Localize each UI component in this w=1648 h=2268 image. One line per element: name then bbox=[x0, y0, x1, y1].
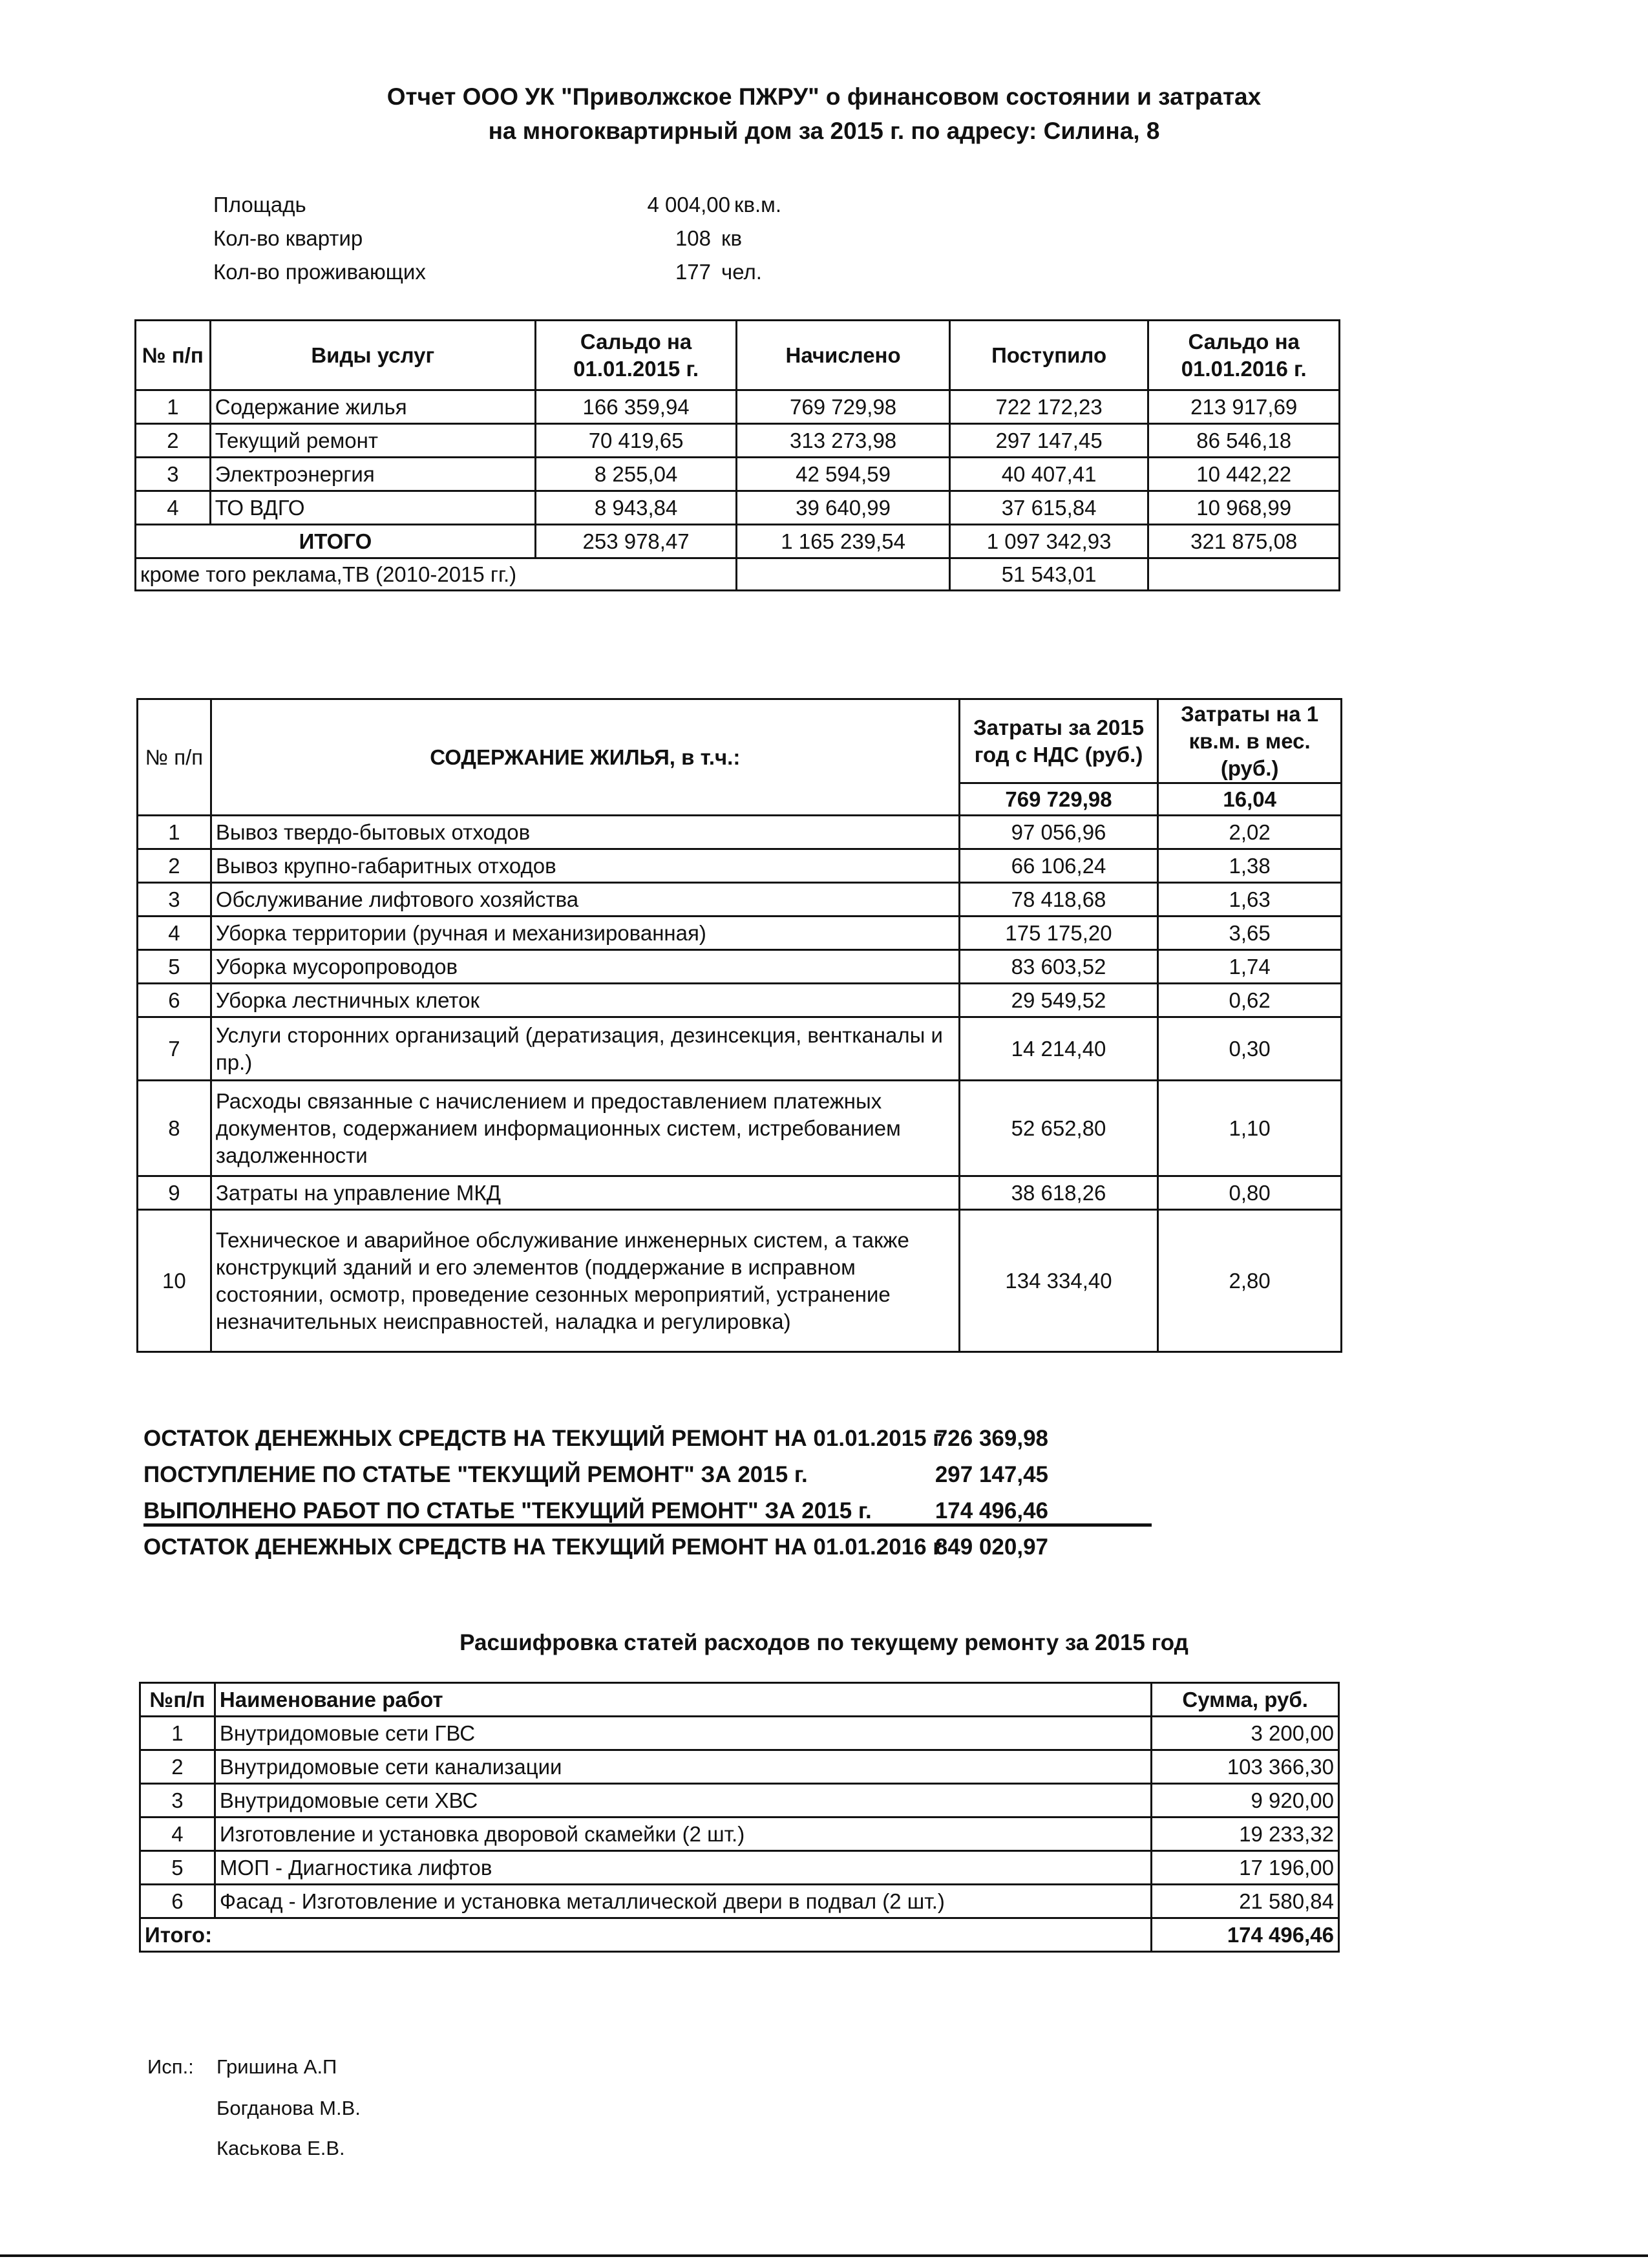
table-header-row bbox=[136, 321, 1340, 390]
service-name: Текущий ремонт bbox=[210, 424, 535, 458]
report-title-line-2: на многоквартирный дом за 2015 г. по адресу: Силина, 8 bbox=[488, 118, 1160, 144]
scan-edge-line bbox=[0, 2254, 1648, 2257]
col-maintenance-header: СОДЕРЖАНИЕ ЖИЛЬЯ, в т.ч.: bbox=[211, 699, 959, 816]
summary-value: 174 496,46 bbox=[935, 1498, 1048, 1523]
summary-value: 849 020,97 bbox=[935, 1534, 1048, 1560]
annual-cost: 175 175,20 bbox=[959, 917, 1158, 950]
col-saldo-end-header: Сальдо на 01.01.2016 г. bbox=[1148, 321, 1340, 390]
row-num: 6 bbox=[138, 984, 211, 1017]
table-row bbox=[140, 1750, 1339, 1784]
row-num: 1 bbox=[136, 390, 211, 424]
charged: 313 273,98 bbox=[737, 424, 949, 458]
monthly-rate: 1,63 bbox=[1158, 883, 1342, 917]
work-sum: 21 580,84 bbox=[1152, 1885, 1339, 1918]
row-num: 9 bbox=[138, 1176, 211, 1210]
item-name: Вывоз крупно-габаритных отходов bbox=[211, 849, 959, 883]
table-row bbox=[138, 984, 1342, 1017]
table-header-row bbox=[140, 1683, 1339, 1717]
advertising-received: 51 543,01 bbox=[949, 558, 1148, 591]
summary-row bbox=[143, 1462, 1158, 1498]
executors-label: Исп.: bbox=[147, 2055, 194, 2078]
monthly-rate: 3,65 bbox=[1158, 917, 1342, 950]
repair-breakdown-table bbox=[139, 1682, 1340, 1953]
table-row bbox=[138, 950, 1342, 984]
col-num-header: №п/п bbox=[140, 1683, 215, 1717]
table-row bbox=[136, 491, 1340, 525]
row-num: 4 bbox=[138, 917, 211, 950]
empty-cell bbox=[737, 558, 949, 591]
total-saldo-end: 321 875,08 bbox=[1148, 525, 1340, 558]
saldo-start: 166 359,94 bbox=[535, 390, 737, 424]
monthly-rate: 0,30 bbox=[1158, 1017, 1342, 1081]
summary-label: ОСТАТОК ДЕНЕЖНЫХ СРЕДСТВ НА ТЕКУЩИЙ РЕМОНТ НА 01.01.2016 г bbox=[143, 1534, 942, 1560]
table-row bbox=[140, 1717, 1339, 1750]
report-title-line-1: Отчет ООО УК "Приволжское ПЖРУ" о финансовом состоянии и затратах bbox=[386, 83, 1262, 110]
col-sum-header: Сумма, руб. bbox=[1152, 1683, 1339, 1717]
table-header-row bbox=[138, 699, 1342, 783]
row-num: 3 bbox=[136, 458, 211, 491]
row-num: 4 bbox=[140, 1818, 215, 1851]
service-name: ТО ВДГО bbox=[210, 491, 535, 525]
received: 722 172,23 bbox=[949, 390, 1148, 424]
row-num: 4 bbox=[136, 491, 211, 525]
work-name: Внутридомовые сети ХВС bbox=[215, 1784, 1151, 1818]
annual-cost: 66 106,24 bbox=[959, 849, 1158, 883]
monthly-rate: 0,62 bbox=[1158, 984, 1342, 1017]
row-num: 1 bbox=[140, 1717, 215, 1750]
received: 297 147,45 bbox=[949, 424, 1148, 458]
item-name: Услуги сторонних организаций (дератизация, дезинсекция, вентканалы и пр.) bbox=[211, 1017, 959, 1081]
item-name: Уборка мусоропроводов bbox=[211, 950, 959, 984]
table-row bbox=[138, 1017, 1342, 1081]
total-label: Итого: bbox=[140, 1918, 1152, 1952]
item-name: Техническое и аварийное обслуживание инженерных систем, а также конструкций зданий и его элементов (поддержание в исправном состоянии, осмотр, проведение сезонных мероприятий, устранение незначительных неисправностей, наладка и регулировка) bbox=[211, 1210, 959, 1352]
work-name: МОП - Диагностика лифтов bbox=[215, 1851, 1151, 1885]
work-name: Фасад - Изготовление и установка металлической двери в подвал (2 шт.) bbox=[215, 1885, 1151, 1918]
table-row bbox=[138, 1081, 1342, 1176]
summary-row bbox=[143, 1426, 1158, 1462]
summary-value: 726 369,98 bbox=[935, 1426, 1048, 1451]
flats-label: Кол-во квартир bbox=[213, 226, 363, 250]
row-num: 6 bbox=[140, 1885, 215, 1918]
work-sum: 3 200,00 bbox=[1152, 1717, 1339, 1750]
table-row bbox=[140, 1851, 1339, 1885]
item-name: Вывоз твердо-бытовых отходов bbox=[211, 816, 959, 849]
total-sum: 174 496,46 bbox=[1152, 1918, 1339, 1952]
row-num: 2 bbox=[140, 1750, 215, 1784]
total-row bbox=[136, 525, 1340, 558]
annual-cost: 97 056,96 bbox=[959, 816, 1158, 849]
item-name: Обслуживание лифтового хозяйства bbox=[211, 883, 959, 917]
table-row bbox=[136, 390, 1340, 424]
executor-name: Гришина А.П bbox=[217, 2055, 337, 2078]
col-annual-cost-header: Затраты за 2015 год с НДС (руб.) bbox=[959, 699, 1158, 783]
received: 40 407,41 bbox=[949, 458, 1148, 491]
col-received-header: Поступило bbox=[949, 321, 1148, 390]
total-label: ИТОГО bbox=[136, 525, 536, 558]
annual-cost: 134 334,40 bbox=[959, 1210, 1158, 1352]
table-row bbox=[138, 1210, 1342, 1352]
saldo-end: 10 442,22 bbox=[1148, 458, 1340, 491]
repair-breakdown-title: Расшифровка статей расходов по текущему ремонту за 2015 год bbox=[460, 1630, 1188, 1655]
row-num: 7 bbox=[138, 1017, 211, 1081]
table-row bbox=[138, 883, 1342, 917]
row-num: 3 bbox=[138, 883, 211, 917]
row-num: 5 bbox=[140, 1851, 215, 1885]
row-num: 2 bbox=[136, 424, 211, 458]
monthly-rate: 2,80 bbox=[1158, 1210, 1342, 1352]
table-row bbox=[140, 1885, 1339, 1918]
monthly-rate: 2,02 bbox=[1158, 816, 1342, 849]
table-row bbox=[140, 1784, 1339, 1818]
table-row bbox=[136, 458, 1340, 491]
service-name: Электроэнергия bbox=[210, 458, 535, 491]
area-value: 4 004,00 bbox=[647, 193, 730, 217]
item-name: Уборка территории (ручная и механизированная) bbox=[211, 917, 959, 950]
monthly-rate-total: 16,04 bbox=[1158, 783, 1342, 816]
row-num: 10 bbox=[138, 1210, 211, 1352]
monthly-rate: 1,38 bbox=[1158, 849, 1342, 883]
residents-value: 177 bbox=[675, 260, 711, 284]
saldo-end: 86 546,18 bbox=[1148, 424, 1340, 458]
col-num-header: № п/п bbox=[138, 699, 211, 816]
work-sum: 17 196,00 bbox=[1152, 1851, 1339, 1885]
col-charged-header: Начислено bbox=[737, 321, 949, 390]
summary-label: ПОСТУПЛЕНИЕ ПО СТАТЬЕ "ТЕКУЩИЙ РЕМОНТ" ЗА 2015 г. bbox=[143, 1462, 808, 1487]
annual-cost: 83 603,52 bbox=[959, 950, 1158, 984]
work-sum: 103 366,30 bbox=[1152, 1750, 1339, 1784]
table-row bbox=[138, 816, 1342, 849]
received: 37 615,84 bbox=[949, 491, 1148, 525]
summary-row bbox=[143, 1534, 1158, 1571]
row-num: 3 bbox=[140, 1784, 215, 1818]
summary-divider bbox=[143, 1523, 1152, 1527]
annual-cost: 52 652,80 bbox=[959, 1081, 1158, 1176]
total-received: 1 097 342,93 bbox=[949, 525, 1148, 558]
saldo-end: 213 917,69 bbox=[1148, 390, 1340, 424]
housing-maintenance-table bbox=[136, 698, 1342, 1353]
table-row bbox=[138, 849, 1342, 883]
repair-fund-summary bbox=[143, 1426, 1158, 1571]
total-row bbox=[140, 1918, 1339, 1952]
col-num-header: № п/п bbox=[136, 321, 211, 390]
summary-label: ВЫПОЛНЕНО РАБОТ ПО СТАТЬЕ "ТЕКУЩИЙ РЕМОНТ" ЗА 2015 г. bbox=[143, 1498, 872, 1523]
item-name: Уборка лестничных клеток bbox=[211, 984, 959, 1017]
total-charged: 1 165 239,54 bbox=[737, 525, 949, 558]
empty-cell bbox=[1148, 558, 1340, 591]
total-saldo-start: 253 978,47 bbox=[535, 525, 737, 558]
row-num: 5 bbox=[138, 950, 211, 984]
executor-name: Каськова Е.В. bbox=[217, 2137, 345, 2159]
saldo-start: 70 419,65 bbox=[535, 424, 737, 458]
flats-value: 108 bbox=[675, 226, 711, 250]
services-balance-table bbox=[134, 319, 1340, 591]
area-label: Площадь bbox=[213, 193, 306, 217]
table-row bbox=[138, 1176, 1342, 1210]
work-sum: 19 233,32 bbox=[1152, 1818, 1339, 1851]
charged: 39 640,99 bbox=[737, 491, 949, 525]
monthly-rate: 1,10 bbox=[1158, 1081, 1342, 1176]
work-name: Внутридомовые сети ГВС bbox=[215, 1717, 1151, 1750]
col-saldo-start-header: Сальдо на 01.01.2015 г. bbox=[535, 321, 737, 390]
monthly-rate: 0,80 bbox=[1158, 1176, 1342, 1210]
item-name: Затраты на управление МКД bbox=[211, 1176, 959, 1210]
work-name: Изготовление и установка дворовой скамейки (2 шт.) bbox=[215, 1818, 1151, 1851]
charged: 42 594,59 bbox=[737, 458, 949, 491]
extra-row bbox=[136, 558, 1340, 591]
residents-label: Кол-во проживающих bbox=[213, 260, 426, 284]
table-row bbox=[140, 1818, 1339, 1851]
work-sum: 9 920,00 bbox=[1152, 1784, 1339, 1818]
annual-cost: 14 214,40 bbox=[959, 1017, 1158, 1081]
summary-row bbox=[143, 1498, 1158, 1534]
monthly-rate: 1,74 bbox=[1158, 950, 1342, 984]
summary-value: 297 147,45 bbox=[935, 1462, 1048, 1487]
summary-label: ОСТАТОК ДЕНЕЖНЫХ СРЕДСТВ НА ТЕКУЩИЙ РЕМОНТ НА 01.01.2015 г bbox=[143, 1426, 942, 1451]
residents-unit: чел. bbox=[721, 260, 762, 284]
row-num: 1 bbox=[138, 816, 211, 849]
executor-name: Богданова М.В. bbox=[217, 2097, 361, 2119]
col-work-header: Наименование работ bbox=[215, 1683, 1151, 1717]
col-monthly-rate-header: Затраты на 1 кв.м. в мес. (руб.) bbox=[1158, 699, 1342, 783]
table-row bbox=[136, 424, 1340, 458]
row-num: 2 bbox=[138, 849, 211, 883]
flats-unit: кв bbox=[721, 226, 742, 250]
saldo-end: 10 968,99 bbox=[1148, 491, 1340, 525]
area-unit: кв.м. bbox=[734, 193, 781, 217]
annual-cost-total: 769 729,98 bbox=[959, 783, 1158, 816]
item-name: Расходы связанные с начислением и предоставлением платежных документов, содержанием информационных систем, истребованием задолженности bbox=[211, 1081, 959, 1176]
annual-cost: 78 418,68 bbox=[959, 883, 1158, 917]
annual-cost: 38 618,26 bbox=[959, 1176, 1158, 1210]
table-row bbox=[138, 917, 1342, 950]
saldo-start: 8 255,04 bbox=[535, 458, 737, 491]
col-service-header: Виды услуг bbox=[210, 321, 535, 390]
work-name: Внутридомовые сети канализации bbox=[215, 1750, 1151, 1784]
saldo-start: 8 943,84 bbox=[535, 491, 737, 525]
service-name: Содержание жилья bbox=[210, 390, 535, 424]
annual-cost: 29 549,52 bbox=[959, 984, 1158, 1017]
advertising-note: кроме того реклама,ТВ (2010-2015 гг.) bbox=[136, 558, 737, 591]
row-num: 8 bbox=[138, 1081, 211, 1176]
charged: 769 729,98 bbox=[737, 390, 949, 424]
